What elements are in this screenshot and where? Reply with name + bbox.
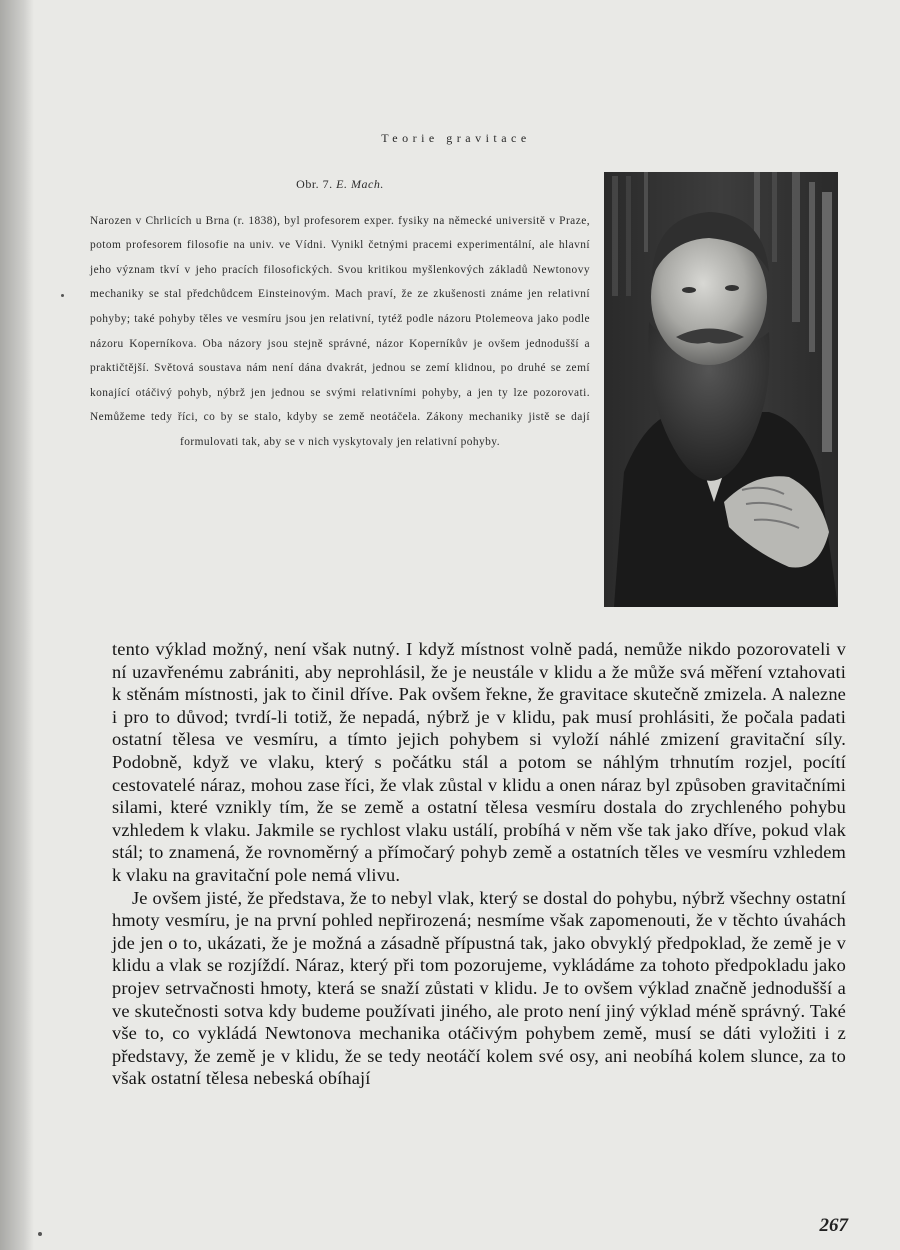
running-head: Teorie gravitace [381,131,531,145]
figure-subject-name: E. Mach. [336,177,384,191]
figure-number: Obr. 7. [296,177,337,191]
figure-caption-text: Narozen v Chrlicích u Brna (r. 1838), byl profesorem exper. fysiky na německé universitě v Praze, potom profesorem filosofie na univ. ve Vídni. Vynikl četnými pracemi experimentální, ale hlavní jeho význam tkví v jeho pracích filosofických. Svou kritikou myšlenkových základů Newtonovy mechaniky se stal předchůdcem Einsteinovým. Mach praví, že ze zkušenosti známe jen relativní pohyby; také pohyby těles ve vesmíru jsou jen relativní, tytéž podle názoru Ptolemeova jako podle názoru Koperníkova. Oba názory jsou stejně správné, názor Koperníkův je ovšem jednodušší a praktičtější. Světová soustava nám není dána dvakrát, jednou se zemí klidnou, po druhé se zemí konající otáčivý pohyb, nýbrž jen jednou se svými relativními pohyby, a jen ty lze pozorovati. Nemůžeme tedy říci, co by se stalo, kdyby se země neotáčela. Zákony mechaniky jistě se dají formulovati tak, aby se v nich vyskytovaly jen relativní pohyby. [90,214,590,448]
print-speck [38,1232,42,1236]
figure-caption-title [90,172,590,197]
figure-caption [90,172,590,455]
print-speck [61,294,64,297]
page-number: 267 [819,1215,848,1236]
portrait-photo [604,172,838,607]
main-text [112,638,846,1090]
page-gutter-shadow [0,0,34,1250]
portrait-illustration [604,172,838,607]
paragraph-continuation: tento výklad možný, není však nutný. I když místnost volně padá, nemůže nikdo pozorovateli v ní uzavřenému zabrániti, aby neprohlásil, že je neustále v klidu a že může svá měření vztahovati k stěnám místnosti, jak to činil dříve. Pak ovšem řekne, že gravitace skutečně zmizela. A nalezne i pro to důvod; tvrdí-li totiž, že nepadá, nýbrž je v klidu, pak musí prohlásiti, že počala padati ostatní tělesa ve vesmíru, a tímto jejich pohybem si vyloží náhlé zmizení gravitační síly. Podobně, když ve vlaku, který s počátku stál a potom se náhlým trhnutím rozjel, pocítí cestovatelé náraz, mohou zase říci, že vlak zůstal v klidu a onen náraz byl způsoben gravitačními silami, které vznikly tím, že se země a ostatní tělesa vesmíru dostala do zrychleného pohybu vzhledem k vlaku. Jakmile se rychlost vlaku ustálí, probíhá v něm vše tak jako dříve, pokud vlak stál; to znamená, že rovnoměrný a přímočarý pohyb země a ostatních těles ve vesmíru vzhledem k vlaku na gravitační pole nemá vlivu. [112,639,846,885]
paragraph-second: Je ovšem jisté, že představa, že to nebyl vlak, který se dostal do pohybu, nýbrž všechny ostatní hmoty vesmíru, je na první pohled nepřirozená; nesmíme však zapomenouti, že v těchto úvahách jde jen o to, ukázati, že je možná a zásadně přípustná tak, jako obvyklý předpoklad, že země je v klidu a vlak se rozjíždí. Náraz, který při tom pozorujeme, vykládáme za tohoto předpokladu jako projev setrvačnosti hmoty, která se snaží zůstati v klidu. Je to ovšem výklad značně jednodušší a ve skutečnosti sotva kdy budeme používati jiného, ale proto není jiný výklad méně správný. Také vše to, co vykládá Newtonova mechanika otáčivým pohybem země, musí se dáti vyložiti i z představy, že země je v klidu, že se tedy neotáčí kolem své osy, ani neobíhá kolem slunce, za to však ostatní tělesa nebeská obíhají [112,887,846,1089]
